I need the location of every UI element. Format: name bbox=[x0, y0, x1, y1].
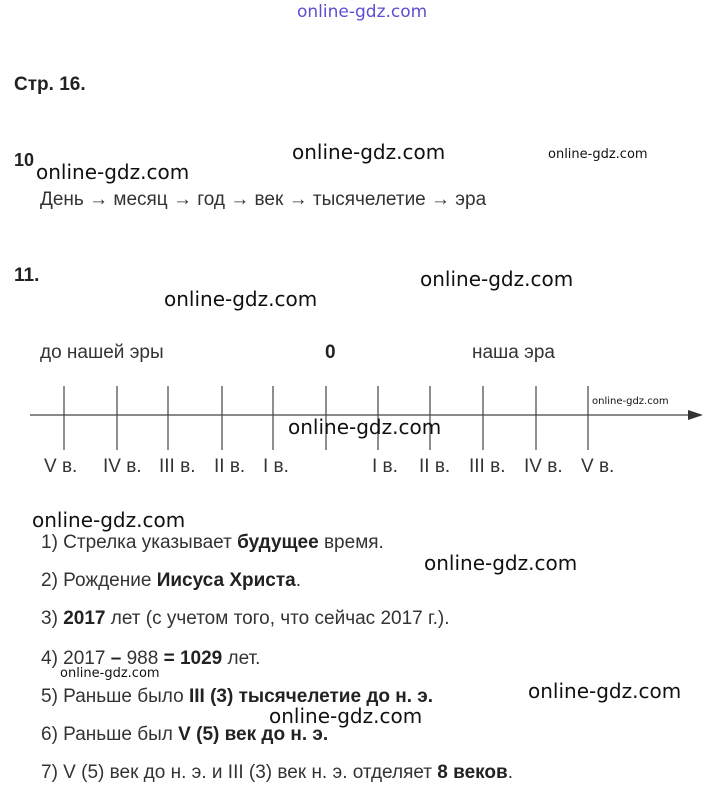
axis-label-zero: 0 bbox=[325, 342, 336, 363]
tick-label-bc-2: II в. bbox=[214, 456, 246, 477]
watermark: online-gdz.com bbox=[288, 415, 442, 439]
task10-number: 10 bbox=[14, 150, 35, 170]
tick-label-bc-3: III в. bbox=[159, 456, 196, 477]
answer-bold-text: III (3) тысячелетие до н. э. bbox=[188, 686, 434, 707]
watermark: online-gdz.com bbox=[32, 508, 186, 532]
answer-text: 2) Рождение bbox=[41, 570, 157, 591]
watermark: online-gdz.com bbox=[36, 160, 190, 184]
tick-label-bc-5: V в. bbox=[44, 456, 78, 477]
axis-label-ad: наша эра bbox=[472, 342, 555, 363]
answer-text: 4) 2017 bbox=[41, 648, 111, 669]
answer-text: 1) Стрелка указывает bbox=[41, 532, 238, 553]
task11-number: 11. bbox=[14, 265, 40, 286]
answer-text: 988 bbox=[121, 648, 164, 669]
watermark: online-gdz.com bbox=[292, 140, 446, 164]
tick-label-ad-4: IV в. bbox=[524, 456, 563, 477]
watermark: online-gdz.com bbox=[592, 396, 669, 407]
watermark: online-gdz.com bbox=[269, 704, 423, 728]
watermark: online-gdz.com bbox=[60, 666, 160, 681]
answer-bold-text: 8 веков bbox=[437, 762, 508, 783]
tick-label-ad-1: I в. bbox=[372, 456, 398, 477]
watermark-top: online-gdz.com bbox=[297, 2, 428, 22]
answer-text: лет (с учетом того, что сейчас 2017 г.). bbox=[105, 608, 450, 629]
answer-text: время. bbox=[318, 532, 384, 553]
answer-line bbox=[41, 532, 384, 554]
answer-line bbox=[41, 570, 301, 592]
watermark: online-gdz.com bbox=[528, 679, 682, 703]
tick-label-ad-3: III в. bbox=[469, 456, 506, 477]
watermark: online-gdz.com bbox=[164, 287, 318, 311]
page-label: Стр. 16. bbox=[14, 74, 86, 95]
answer-bold-text: будущее bbox=[237, 532, 319, 553]
answer-text: 3) bbox=[41, 608, 64, 629]
watermark: online-gdz.com bbox=[420, 267, 574, 291]
answer-text: . bbox=[295, 570, 302, 591]
tick-label-ad-5: V в. bbox=[581, 456, 615, 477]
answer-bold-text: = 1029 bbox=[163, 648, 223, 669]
answer-bold-text: V (5) век до н. э. bbox=[178, 724, 329, 745]
answer-text: лет. bbox=[222, 648, 261, 669]
answer-line bbox=[41, 762, 513, 784]
tick-label-bc-1: I в. bbox=[263, 456, 289, 477]
tick-label-ad-2: II в. bbox=[419, 456, 451, 477]
axis-label-bc: до нашей эры bbox=[40, 342, 164, 363]
tick-label-bc-4: IV в. bbox=[103, 456, 142, 477]
watermark: online-gdz.com bbox=[548, 147, 648, 162]
answer-text: 5) Раньше было bbox=[41, 686, 189, 707]
answer-text: . bbox=[507, 762, 513, 783]
axis-arrow-icon bbox=[688, 410, 703, 420]
answer-text: 6) Раньше был bbox=[41, 724, 179, 745]
answer-bold-text: – bbox=[110, 648, 122, 669]
task10-sequence: День → месяц → год → век → тысячелетие → эра bbox=[40, 189, 487, 210]
answer-line bbox=[41, 608, 449, 630]
answer-bold-text: Иисуса Христа bbox=[156, 570, 296, 591]
answer-bold-text: 2017 bbox=[63, 608, 106, 629]
watermark: online-gdz.com bbox=[424, 551, 578, 575]
answer-text: 7) V (5) век до н. э. и III (3) век н. э. отделяет bbox=[41, 762, 438, 783]
